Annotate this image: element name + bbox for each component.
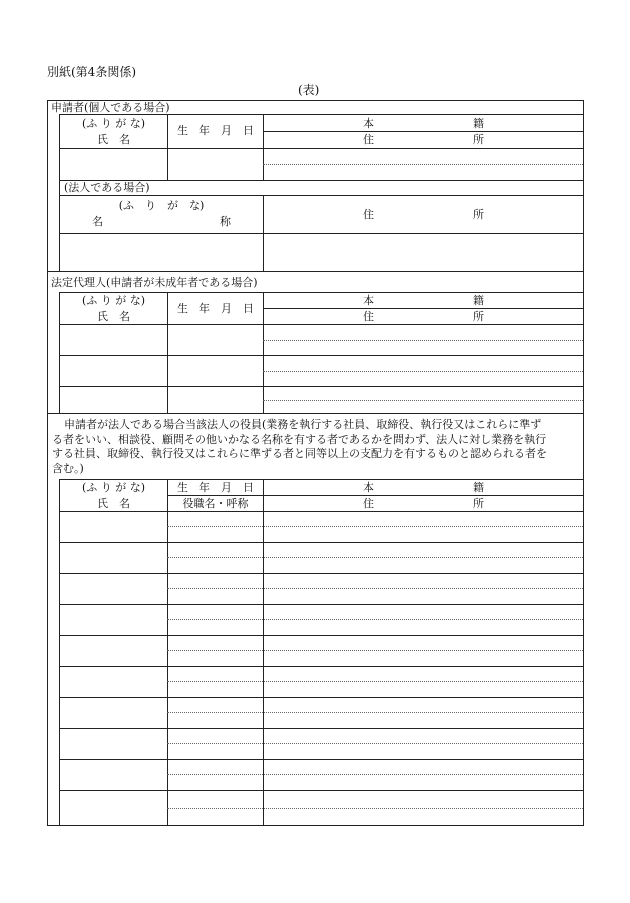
officers-description-line-4: 含む。) [52,461,84,475]
legal-rep-domicile-header: 本 籍 [363,294,484,307]
legal-rep-address-header: 住 所 [363,310,484,323]
officers-furigana-header: (ふ り が な) [81,481,146,494]
officers-description-line-3: する社員、取締役、執行役又はこれらに準ずる者と同等以上の支配力を有するものと認められる者を [52,447,547,460]
individual-section-label: 申請者(個人である場合) [51,101,170,114]
attachment-label: 別紙(第4条関係) [47,65,136,79]
legal-rep-birthdate-header: 生 年 月 日 [177,302,254,315]
individual-birthdate-header: 生 年 月 日 [177,124,254,137]
corporation-section-label: (法人である場合) [64,181,150,194]
officers-description-line-1: 申請者が法人である場合当該法人の役員(業務を執行する社員、取締役、執行役又はこれらに準ず [64,418,542,431]
individual-domicile-header: 本 籍 [363,117,484,130]
corporation-name-left: 名 [92,215,103,228]
officers-position-header: 役職名・呼称 [182,497,249,510]
officers-birthdate-header: 生 年 月 日 [177,481,254,494]
legal-rep-section-label: 法定代理人(申請者が未成年者である場合) [51,276,258,289]
officers-name-header: 氏 名 [97,497,130,510]
individual-name-header: 氏 名 [97,133,130,146]
corporation-address-header: 住 所 [363,208,484,221]
individual-furigana-header: (ふ り が な) [81,117,146,130]
officers-address-header: 住 所 [363,497,484,510]
corporation-name-right: 称 [220,215,231,228]
table-label: (表) [298,83,320,97]
legal-rep-furigana-header: (ふ り が な) [81,294,146,307]
corporation-furigana-header: (ふ り が な) [118,199,205,212]
officers-domicile-header: 本 籍 [363,481,484,494]
individual-address-header: 住 所 [363,133,484,146]
legal-rep-name-header: 氏 名 [97,310,130,323]
officers-description-line-2: る者をいい、相談役、顧問その他いかなる名称を有する者であるかを問わず、法人に対し業務を執行 [52,432,547,446]
